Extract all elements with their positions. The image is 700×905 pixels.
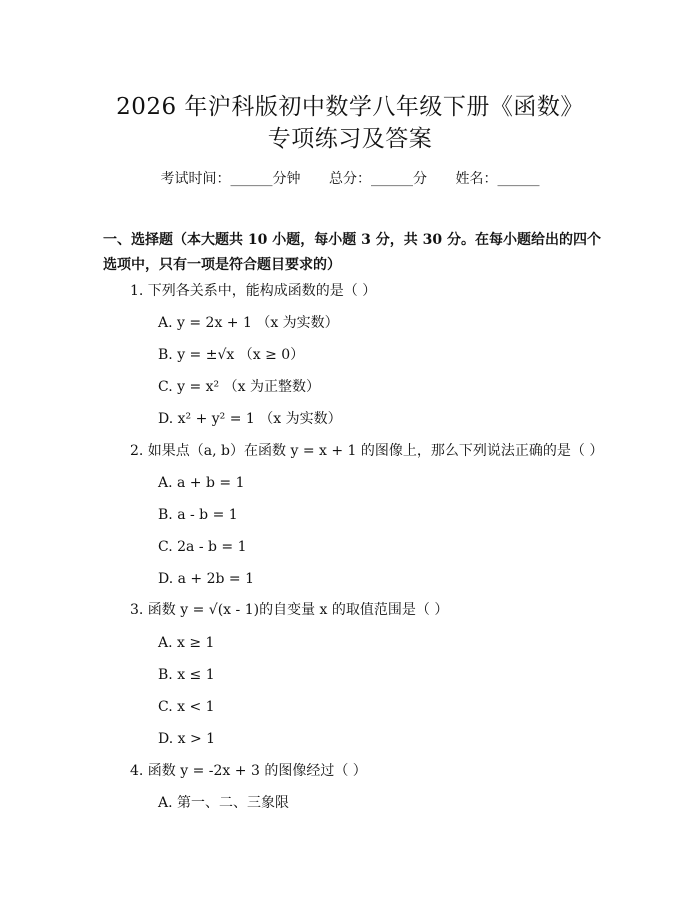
option-c: C. x < 1	[158, 699, 215, 715]
option-c: C. y = x² （x 为正整数）	[158, 379, 320, 395]
exam-info	[0, 168, 700, 188]
option-d: D. a + 2b = 1	[158, 571, 255, 587]
question-stem: 1. 下列各关系中，能构成函数的是（ ）	[130, 283, 377, 299]
option-a: A. 第一、二、三象限	[158, 795, 290, 811]
option-b: B. x ≤ 1	[158, 667, 215, 683]
total-score-field: 总分：______分	[329, 171, 427, 187]
option-a: A. y = 2x + 1 （x 为实数）	[158, 315, 339, 331]
option-a: A. x ≥ 1	[158, 635, 215, 651]
question-stem: 3. 函数 y = √(x - 1)的自变量 x 的取值范围是（ ）	[130, 602, 449, 618]
section-heading: 一、选择题（本大题共 10 小题，每小题 3 分，共 30 分。在每小题给出的四个选项中，只有一项是符合题目要求的）	[103, 232, 601, 273]
option-a: A. a + b = 1	[158, 475, 245, 491]
option-d: D. x² + y² = 1 （x 为实数）	[158, 411, 342, 427]
exam-time-field: 考试时间：______分钟	[160, 171, 301, 187]
name-field: 姓名：______	[455, 171, 540, 187]
option-d: D. x > 1	[158, 731, 216, 747]
option-c: C. 2a - b = 1	[158, 539, 247, 555]
question-stem: 4. 函数 y = -2x + 3 的图像经过（ ）	[130, 763, 367, 779]
option-b: B. y = ±√x （x ≥ 0）	[158, 347, 305, 363]
question-stem: 2. 如果点（a, b）在函数 y = x + 1 的图像上，那么下列说法正确的是（ ）	[130, 443, 604, 459]
document-subtitle: 专项练习及答案	[267, 126, 433, 152]
option-b: B. a - b = 1	[158, 507, 238, 523]
document-title: 2026 年沪科版初中数学八年级下册《函数》	[116, 94, 584, 120]
